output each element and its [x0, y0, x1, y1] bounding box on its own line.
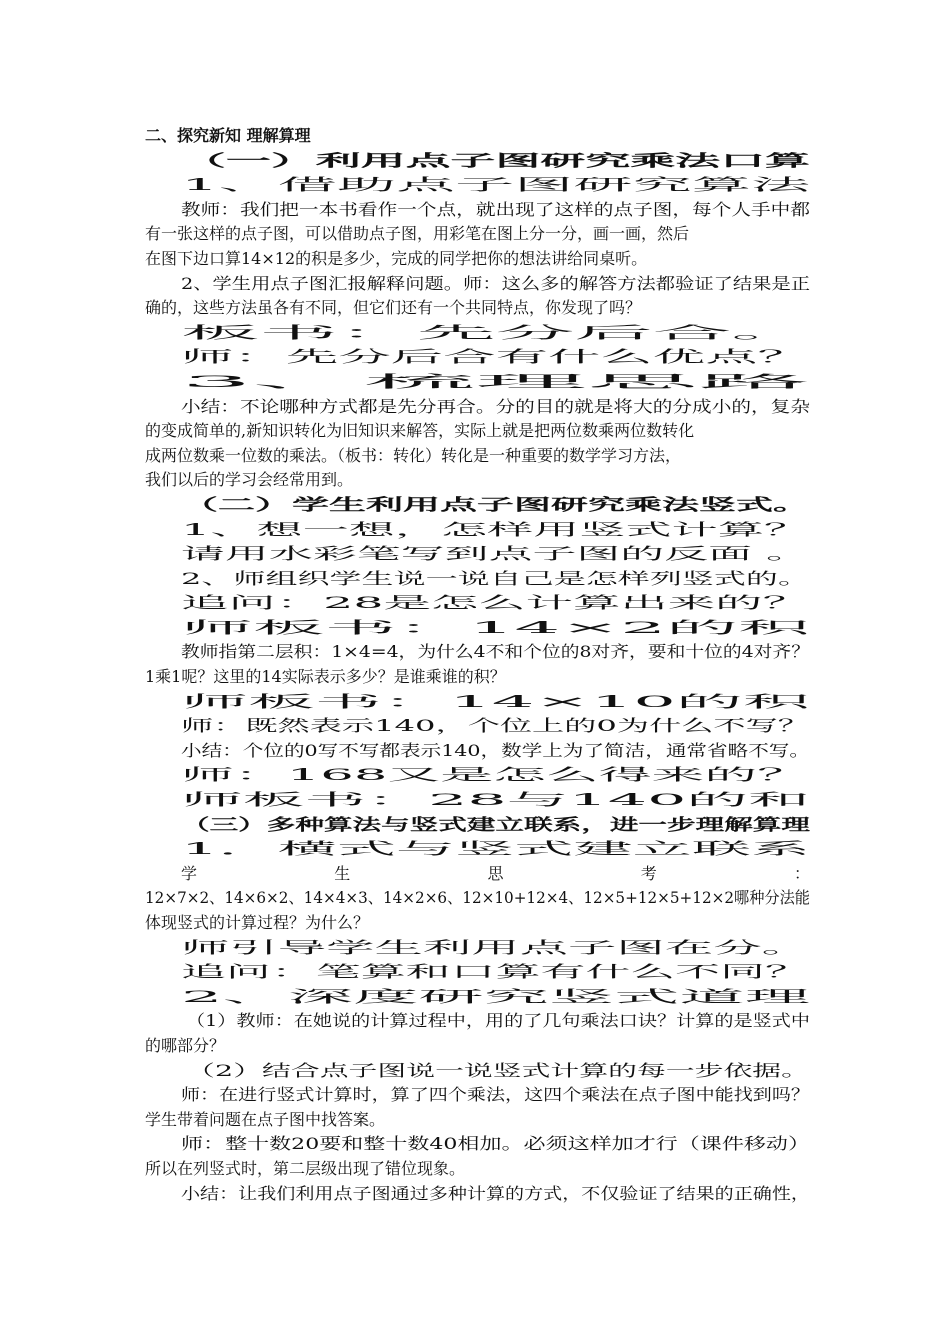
text-line: 在图下边口算14×12的积是多少，完成的同学把你的想法讲给同桌听。 [145, 248, 648, 268]
spread-char: 考 [640, 863, 657, 883]
text-line: 教师：我们把一本书看作一个点，就出现了这样的点子图，每个人手中都 [181, 199, 810, 219]
spread-char: 思 [487, 863, 504, 883]
text-line: 小结：不论哪种方式都是先分再合。分的目的就是将大的分成小的，复杂 [181, 396, 810, 416]
text-line: 2、学生用点子图汇报解释问题。师：这么多的解答方法都验证了结果是正 [181, 273, 810, 293]
text-line: 体现竖式的计算过程？为什么？ [145, 913, 370, 932]
text-line: 的哪部分？ [145, 1035, 226, 1055]
text-line: 的变成简单的,新知识转化为旧知识来解答，实际上就是把两位数乘两位数转化 [145, 421, 695, 441]
text-line: 师：整十数20要和整十数40相加。必须这样加才行（课件移动） [181, 1134, 810, 1154]
document-body-continued [145, 886, 810, 1206]
text-line: （1）教师：在她说的计算过程中，用的了几句乘法口诀？计算的是竖式中 [186, 1011, 810, 1031]
text-line: 3、梳理思路 [181, 371, 810, 391]
text-line: 请用水彩笔写到点子图的反面 。 [181, 544, 810, 564]
text-line: 二、探究新知 理解算理 [145, 126, 311, 145]
text-line: 1．横式与竖式建立联系 [181, 839, 810, 859]
text-line: 师板书：14×10的积 [181, 691, 810, 711]
text-line: 所以在列竖式时，第二层级出现了错位现象。 [145, 1158, 466, 1178]
text-line: 小结：让我们利用点子图通过多种计算的方式，不仅验证了结果的正确性， [181, 1183, 810, 1203]
text-line: 有一张这样的点子图，可以借助点子图，用彩笔在图上分一分，画一画，然后 [145, 224, 690, 244]
text-line: 追问：28是怎么计算出来的？ [181, 593, 810, 613]
text-line: 教师指第二层积：1×4=4，为什么4不和个位的8对齐，要和十位的4对齐？ [181, 642, 810, 662]
spread-char: ： [793, 863, 810, 883]
text-line: 师板书：28与140的和 [181, 790, 810, 810]
text-line: 12×7×2、14×6×2、14×4×3、14×2×6、12×10+12×4、12×5+12×5+12×2哪种分法能 [145, 888, 810, 908]
text-line: 1乘1呢？这里的14实际表示多少？是谁乘谁的积？ [145, 667, 506, 687]
text-line: （二）学生利用点子图研究乘法竖式。 [181, 494, 810, 514]
document-page [145, 124, 810, 1206]
text-line: 板书：先分后合。 [181, 322, 810, 342]
text-line: 我们以后的学习会经常用到。 [145, 470, 354, 490]
text-line: 成两位数乘一位数的乘法。（板书：转化）转化是一种重要的数学学习方法， [145, 445, 682, 465]
text-line: 1、借助点子图研究算法 [181, 175, 810, 195]
text-line: 师板书：14×2的积 [181, 617, 810, 637]
text-line: 追问：笔算和口算有什么不同？ [181, 962, 810, 982]
text-line: （三）多种算法与竖式建立联系，进一步理解算理 [181, 814, 810, 834]
text-line: 师：既然表示140，个位上的0为什么不写？ [181, 716, 810, 736]
text-line: 1、想一想，怎样用竖式计算？ [181, 519, 810, 539]
text-line: 确的，这些方法虽各有不同，但它们还有一个共同特点，你发现了吗？ [145, 298, 642, 318]
text-line: 学生带着问题在点子图中找答案。 [145, 1109, 386, 1129]
spread-char: 学 [181, 863, 198, 883]
text-line: 师：168又是怎么得来的？ [181, 765, 810, 785]
text-line: 小结：个位的0写不写都表示140，数学上为了简洁，通常省略不写。 [181, 740, 810, 760]
spread-line [145, 862, 810, 887]
text-line: 2、师组织学生说一说自己是怎样列竖式的。 [181, 568, 811, 588]
text-line: 师：在进行竖式计算时，算了四个乘法，这四个乘法在点子图中能找到吗？ [181, 1085, 810, 1105]
document-body [145, 124, 810, 862]
text-line: 师引导学生利用点子图在分。 [181, 937, 810, 957]
spread-char: 生 [334, 863, 351, 883]
text-line: （2）结合点子图说一说竖式计算的每一步依据。 [186, 1060, 810, 1080]
text-line: 2、深度研究竖式道理 [181, 986, 810, 1006]
text-line: 师：先分后合有什么优点？ [181, 347, 810, 367]
text-line: （一）利用点子图研究乘法口算 [181, 150, 810, 170]
